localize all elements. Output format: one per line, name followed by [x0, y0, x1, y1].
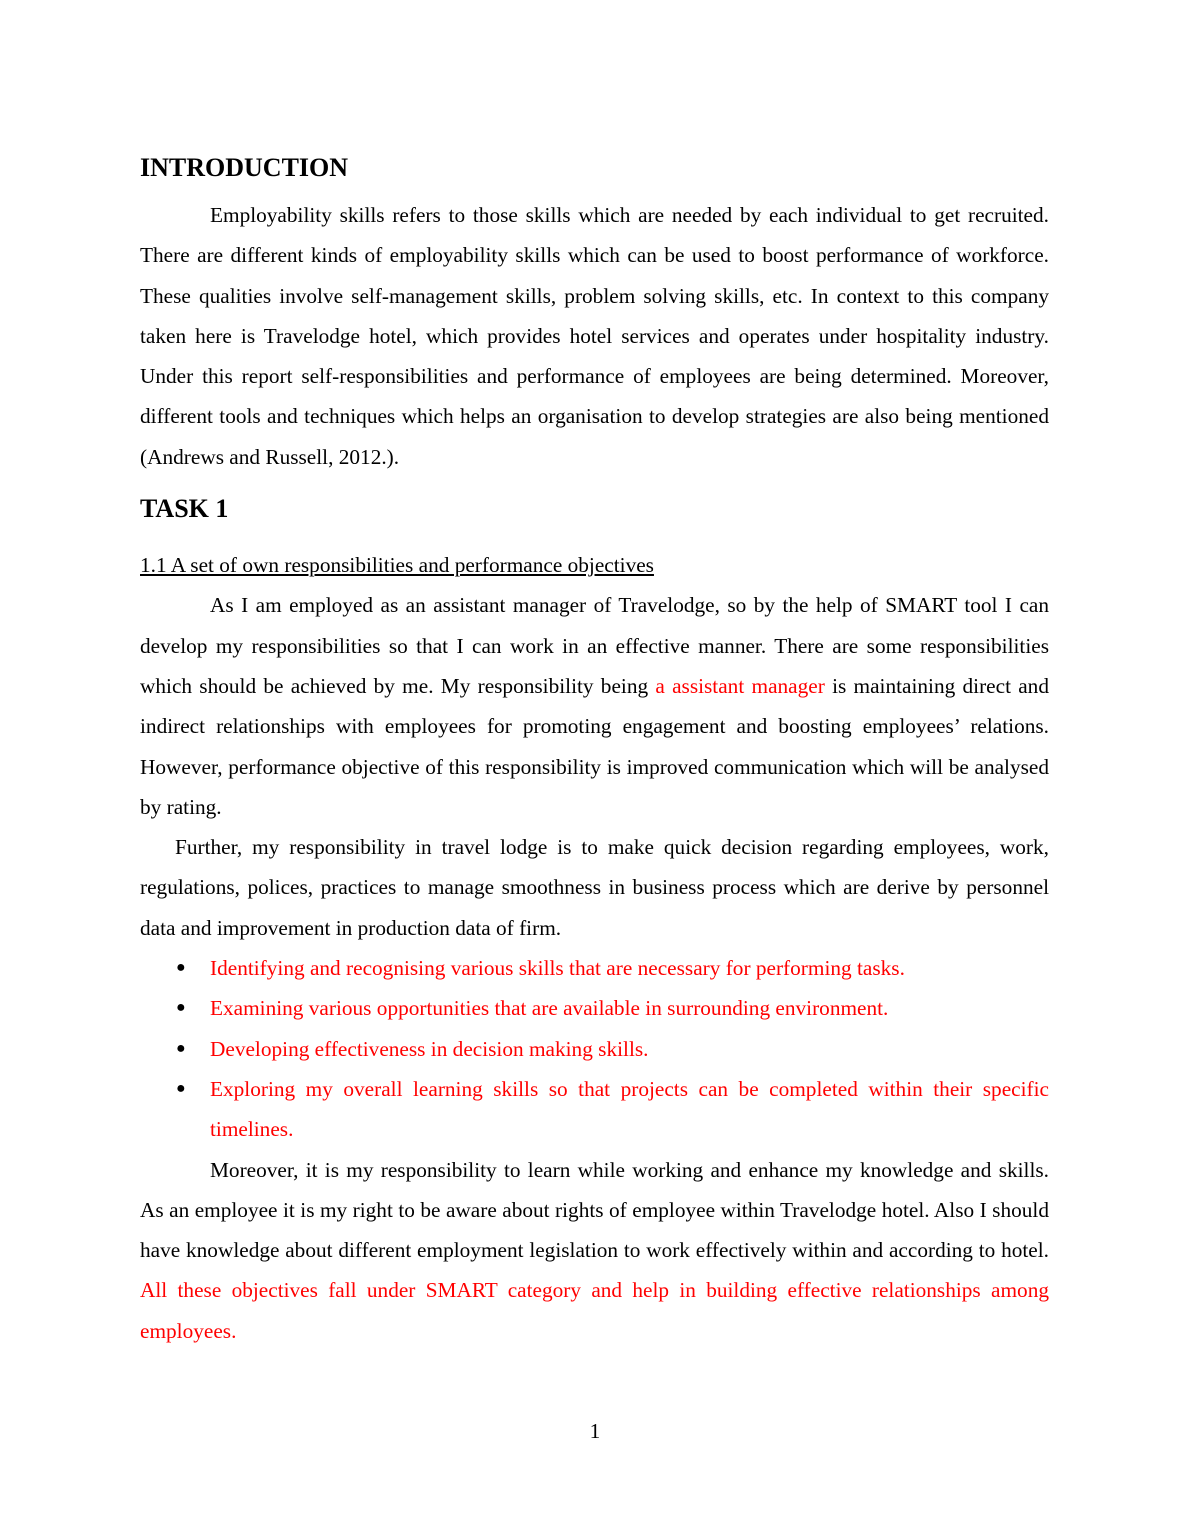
- list-item: [140, 948, 1049, 988]
- document-page: [140, 150, 1049, 1351]
- responsibilities-subheading: 1.1 A set of own responsibilities and performance objectives: [140, 553, 654, 578]
- list-item-text: Examining various opportunities that are available in surrounding environment.: [210, 996, 889, 1021]
- list-item-text: Identifying and recognising various skills that are necessary for performing tasks.: [210, 956, 905, 981]
- decision-paragraph: Further, my responsibility in travel lodge is to make quick decision regarding employees, work, regulations, polices, practices to manage smoothness in business process which are derive by personnel data and improvement in production data of firm.: [140, 835, 1049, 940]
- objectives-list: [140, 948, 1049, 1149]
- learning-paragraph-start: Moreover, it is my responsibility to learn while working and enhance my knowledge and skills. As an employee it is my right to be aware about rights of employee within Travelodge hotel. Also I should have knowledge about different employment legislation to work effectively within and according to hotel.: [140, 1157, 1049, 1263]
- smart-objectives-highlight: All these objectives fall under SMART category and help in building effective relationships among employees.: [140, 1278, 1049, 1343]
- bullet-icon: ●: [176, 1039, 186, 1057]
- assistant-manager-highlight: a assistant manager: [655, 673, 825, 698]
- list-item: [140, 1029, 1049, 1069]
- introduction-heading: INTRODUCTION: [140, 153, 349, 182]
- page-number: 1: [589, 1419, 601, 1443]
- responsibilities-paragraph-end: is maintaining direct and indirect relationships with employees for promoting engagement and boosting employees’ relations. However, performance objective of this responsibility is improved communication which will be analysed by rating.: [140, 673, 1049, 819]
- list-item: [140, 1069, 1049, 1150]
- bullet-icon: ●: [176, 959, 186, 977]
- list-item-text: Exploring my overall learning skills so that projects can be completed within their specific timelines.: [210, 1076, 1049, 1142]
- responsibilities-paragraph: [140, 585, 1049, 827]
- list-item-text: Developing effectiveness in decision making skills.: [210, 1036, 649, 1061]
- responsibilities-paragraph-start: As I am employed as an assistant manager of Travelodge, so by the help of SMART tool I can develop my responsibilities so that I can work in an effective manner. There are some responsibilities which should be achieved by me. My responsibility being: [140, 593, 1049, 698]
- introduction-paragraph: Employability skills refers to those skills which are needed by each individual to get recruited. There are different kinds of employability skills which can be used to boost performance of workforce. These qualities involve self-management skills, problem solving skills, etc. In context to this company taken here is Travelodge hotel, which provides hotel services and operates under hospitality industry. Under this report self-responsibilities and performance of employees are being determined. Moreover, different tools and techniques which helps an organisation to develop strategies are also being mentioned (Andrews and Russell, 2012.).: [140, 203, 1049, 469]
- bullet-icon: ●: [176, 1079, 186, 1097]
- list-item: [140, 988, 1049, 1028]
- task-1-heading: TASK 1: [140, 494, 229, 524]
- learning-paragraph: [140, 1150, 1049, 1351]
- bullet-icon: ●: [176, 999, 186, 1017]
